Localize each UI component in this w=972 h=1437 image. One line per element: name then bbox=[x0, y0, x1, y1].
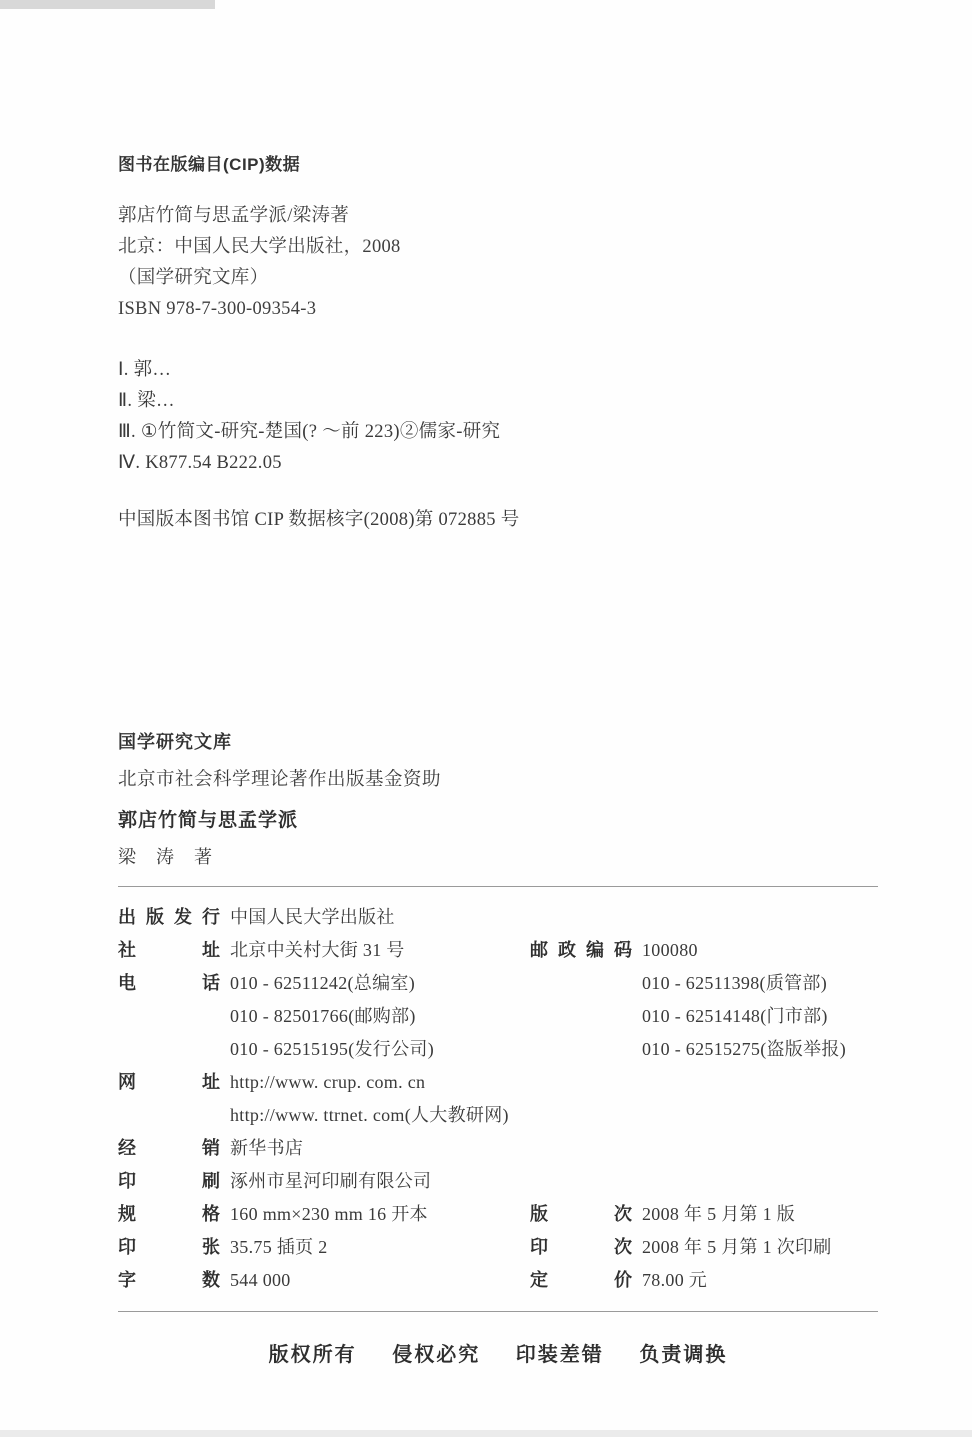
row-label-2 bbox=[530, 1132, 642, 1165]
table-row bbox=[118, 901, 878, 934]
row-label-2 bbox=[530, 1099, 642, 1132]
top-edge-marker bbox=[0, 0, 215, 9]
copyright-notice bbox=[118, 1338, 878, 1367]
cip-registration-number: 中国版本图书馆 CIP 数据核字(2008)第 072885 号 bbox=[118, 510, 520, 530]
row-label-2: 邮政编码 bbox=[530, 940, 642, 960]
table-row bbox=[118, 1099, 878, 1132]
row-label-2 bbox=[530, 1165, 642, 1198]
series-name: 国学研究文库 bbox=[118, 732, 232, 752]
row-label-2: 版 次 bbox=[530, 1204, 642, 1224]
row-label: 出版发行 bbox=[118, 907, 230, 927]
row-label-2 bbox=[530, 1000, 642, 1033]
divider-bottom bbox=[118, 1311, 878, 1312]
row-label-2 bbox=[530, 967, 642, 1000]
row-value-2: 2008 年 5 月第 1 版 bbox=[642, 1204, 795, 1224]
colophon-block bbox=[118, 728, 878, 1367]
notice-part: 版权所有 bbox=[268, 1344, 357, 1366]
classification-line: Ⅰ. 郭… bbox=[118, 360, 172, 380]
row-value-2: 100080 bbox=[642, 940, 698, 960]
table-row bbox=[118, 1066, 878, 1099]
row-value-2: 010 - 62511398(质管部) bbox=[642, 973, 828, 993]
row-value: 中国人民大学出版社 bbox=[230, 907, 395, 927]
row-value: 新华书店 bbox=[230, 1138, 304, 1158]
spacer bbox=[118, 479, 878, 505]
table-row bbox=[118, 1264, 878, 1297]
table-row bbox=[118, 1165, 878, 1198]
publication-details-table bbox=[118, 901, 878, 1297]
notice-part: 侵权必究 bbox=[392, 1344, 481, 1366]
spacer bbox=[118, 325, 878, 355]
row-label-2: 定 价 bbox=[530, 1270, 642, 1290]
row-value-2: 78.00 元 bbox=[642, 1270, 708, 1290]
row-value: http://www. crup. com. cn bbox=[230, 1072, 426, 1092]
row-value: 010 - 62511242(总编室) bbox=[230, 973, 416, 993]
cip-line: 郭店竹简与思孟学派/梁涛著 bbox=[118, 206, 350, 226]
table-row bbox=[118, 1132, 878, 1165]
book-title: 郭店竹简与思孟学派 bbox=[118, 810, 299, 831]
row-label-2 bbox=[530, 1066, 642, 1099]
row-value: 544 000 bbox=[230, 1270, 291, 1290]
row-label: 印 刷 bbox=[118, 1171, 230, 1191]
row-value-2: 010 - 62514148(门市部) bbox=[642, 1006, 828, 1026]
notice-part: 负责调换 bbox=[639, 1344, 728, 1366]
row-label-2 bbox=[530, 1033, 642, 1066]
row-value: 涿州市星河印刷有限公司 bbox=[230, 1171, 432, 1191]
cip-line: 北京：中国人民大学出版社，2008 bbox=[118, 237, 401, 257]
row-value-2 bbox=[642, 1066, 878, 1099]
row-label: 网 址 bbox=[118, 1072, 230, 1092]
table-row bbox=[118, 934, 878, 967]
row-value: 010 - 82501766(邮购部) bbox=[230, 1006, 416, 1026]
cip-block bbox=[118, 150, 878, 536]
row-label: 经 销 bbox=[118, 1138, 230, 1158]
row-value-2: 2008 年 5 月第 1 次印刷 bbox=[642, 1237, 832, 1257]
row-label bbox=[118, 1099, 230, 1132]
book-author: 梁 涛 著 bbox=[118, 847, 213, 867]
row-label: 字 数 bbox=[118, 1270, 230, 1290]
table-row bbox=[118, 1198, 878, 1231]
row-label: 社 址 bbox=[118, 940, 230, 960]
row-value-2 bbox=[642, 1165, 878, 1198]
cip-line: （国学研究文库） bbox=[118, 268, 269, 288]
row-value: 010 - 62515195(发行公司) bbox=[230, 1039, 434, 1059]
row-value: 35.75 插页 2 bbox=[230, 1237, 328, 1257]
table-row bbox=[118, 967, 878, 1000]
row-value-2 bbox=[642, 1132, 878, 1165]
row-value-2 bbox=[642, 901, 878, 934]
cip-heading: 图书在版编目(CIP)数据 bbox=[118, 155, 301, 174]
cip-classification-list bbox=[118, 355, 878, 479]
table-row bbox=[118, 1033, 878, 1066]
row-value: 160 mm×230 mm 16 开本 bbox=[230, 1204, 428, 1224]
row-value: 北京中关村大街 31 号 bbox=[230, 940, 405, 960]
table-row bbox=[118, 1000, 878, 1033]
row-label: 印 张 bbox=[118, 1237, 230, 1257]
row-label bbox=[118, 1000, 230, 1033]
funding-statement: 北京市社会科学理论著作出版基金资助 bbox=[118, 770, 442, 790]
cip-entry-lines bbox=[118, 201, 878, 325]
table-row bbox=[118, 1231, 878, 1264]
row-label-2 bbox=[530, 901, 642, 934]
classification-line: Ⅲ. ①竹简文-研究-楚国(? ～前 223)②儒家-研究 bbox=[118, 422, 501, 442]
classification-line: Ⅳ. K877.54 B222.05 bbox=[118, 453, 282, 473]
row-label: 规 格 bbox=[118, 1204, 230, 1224]
classification-line: Ⅱ. 梁… bbox=[118, 391, 175, 411]
row-label-2: 印 次 bbox=[530, 1237, 642, 1257]
bottom-edge-marker bbox=[0, 1430, 972, 1437]
cip-line: ISBN 978-7-300-09354-3 bbox=[118, 299, 317, 319]
row-value-2: 010 - 62515275(盗版举报) bbox=[642, 1039, 846, 1059]
row-label: 电 话 bbox=[118, 973, 230, 993]
row-value: http://www. ttrnet. com(人大教研网) bbox=[230, 1105, 509, 1125]
row-label bbox=[118, 1033, 230, 1066]
row-value-2 bbox=[642, 1099, 878, 1132]
divider-top bbox=[118, 886, 878, 887]
notice-part: 印装差错 bbox=[515, 1344, 604, 1366]
